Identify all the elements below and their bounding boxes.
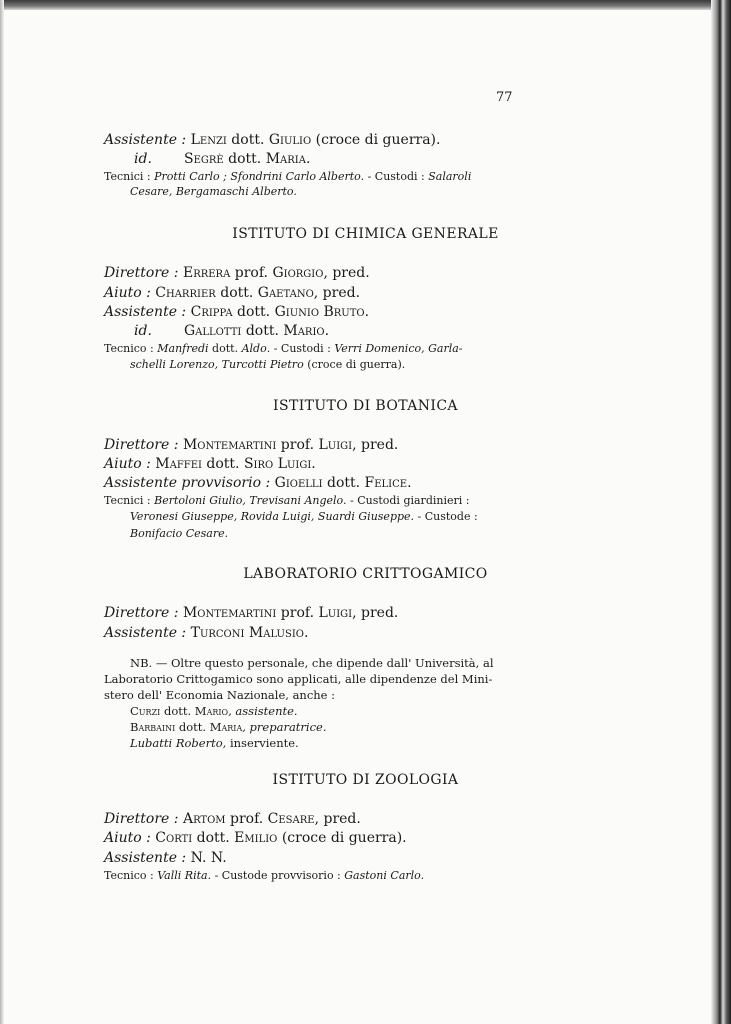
zoologia-line-3: Assistente : N. N. [104,850,227,866]
chimica-line-2: Aiuto : Charrier dott. Gaetano, pred. [104,285,361,301]
botanica-line-3: Assistente provvisorio : Gioelli dott. Felice. [104,475,412,491]
chimica-line-1: Direttore : Errera prof. Giorgio, pred. [104,265,370,281]
botanica-line-2: Aiuto : Maffei dott. Siro Luigi. [104,456,316,472]
chimica-line-5: Tecnico : Manfredi dott. Aldo. - Custodi : Verri Domenico, Garla- [104,342,463,355]
nb-line-6: Lubatti Roberto, inserviente. [130,736,299,750]
nb-line-1: NB. — Oltre questo personale, che dipende dall' Università, al [130,656,494,670]
zoologia-line-2: Aiuto : Corti dott. Emilio (croce di guerra). [104,830,407,846]
nb-line-5: Barbaini dott. Maria, preparatrice. [130,720,327,734]
chimica-line-3: Assistente : Crippa dott. Giunio Bruto. [104,304,370,320]
chimica-line-4: id. Gallotti dott. Mario. [134,323,330,339]
nb-line-4: Curzi dott. Mario, assistente. [130,704,298,718]
heading-crittogamico: LABORATORIO CRITTOGAMICO [243,566,488,582]
heading-botanica: ISTITUTO DI BOTANICA [273,398,458,414]
nb-line-2: Laboratorio Crittogamico sono applicati, alle dipendenze del Mini- [104,672,493,686]
block1-line-1: Assistente : Lenzi dott. Giulio (croce di guerra). [104,132,441,148]
crittogamico-line-2: Assistente : Turconi Malusio. [104,625,309,641]
heading-chimica: ISTITUTO DI CHIMICA GENERALE [232,226,499,242]
botanica-line-1: Direttore : Montemartini prof. Luigi, pred. [104,437,399,453]
block1-line-4: Cesare, Bergamaschi Alberto. [130,185,297,198]
botanica-line-4: Tecnici : Bertoloni Giulio, Trevisani Angelo. - Custodi giardinieri : [104,494,470,507]
block1-line-3: Tecnici : Protti Carlo ; Sfondrini Carlo Alberto. - Custodi : Salaroli [104,170,472,183]
crittogamico-line-1: Direttore : Montemartini prof. Luigi, pred. [104,605,399,621]
chimica-line-6: schelli Lorenzo, Turcotti Pietro (croce di guerra). [130,358,406,371]
botanica-line-5: Veronesi Giuseppe, Rovida Luigi, Suardi Giuseppe. - Custode : [130,510,478,523]
zoologia-line-1: Direttore : Artom prof. Cesare, pred. [104,811,361,827]
block1-line-2: id. Segrè dott. Maria. [134,151,311,167]
botanica-line-6: Bonifacio Cesare. [130,527,229,540]
nb-line-3: stero dell' Economia Nazionale, anche : [104,688,336,702]
page-number: 77 [496,90,513,105]
heading-zoologia: ISTITUTO DI ZOOLOGIA [272,772,459,788]
zoologia-line-4: Tecnico : Valli Rita. - Custode provvisorio : Gastoni Carlo. [104,869,425,882]
